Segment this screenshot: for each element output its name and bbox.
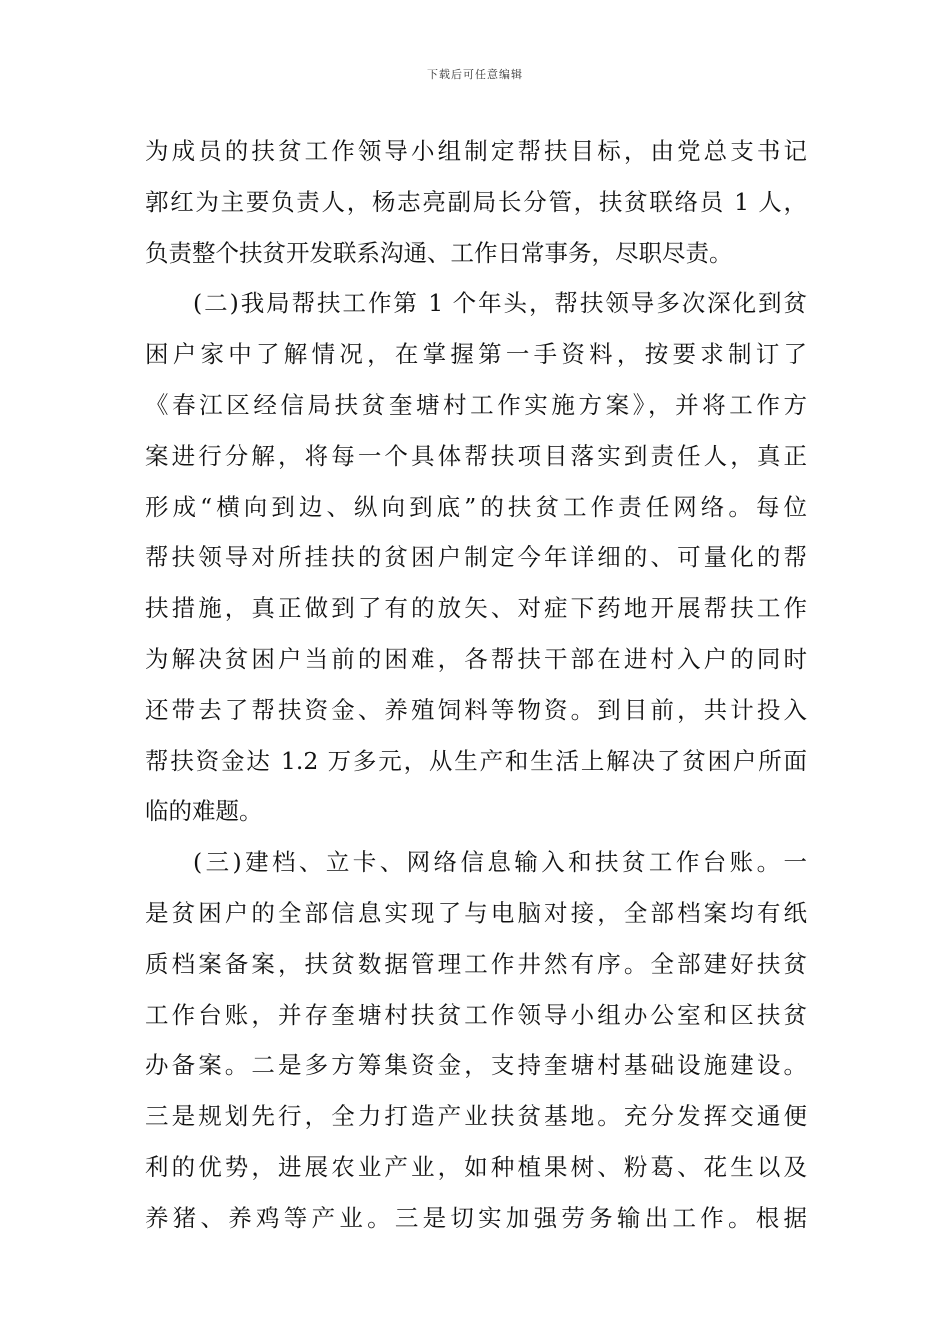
text-line: 利的优势，进展农业产业，如种植果树、粉葛、花生以及: [145, 1152, 807, 1181]
text-line: 案进行分解，将每一个具体帮扶项目落实到责任人，真正: [145, 441, 807, 470]
text-line: 工作台账，并存奎塘村扶贫工作领导小组办公室和区扶贫: [145, 1000, 807, 1029]
text-line: 郭红为主要负责人，杨志亮副局长分管，扶贫联络员 1 人，: [145, 187, 807, 216]
text-line: 三是规划先行，全力打造产业扶贫基地。充分发挥交通便: [145, 1102, 807, 1131]
text-line: 为解决贫困户当前的困难，各帮扶干部在进村入户的同时: [145, 644, 807, 673]
header-note: 下载后可任意编辑: [427, 68, 523, 81]
text-line: 质档案备案，扶贫数据管理工作井然有序。全部建好扶贫: [145, 949, 807, 978]
text-line: 养猪、养鸡等产业。三是切实加强劳务输出工作。根据: [145, 1203, 807, 1232]
text-line: 办备案。二是多方筹集资金，支持奎塘村基础设施建设。: [145, 1051, 807, 1080]
text-line: 负责整个扶贫开发联系沟通、工作日常事务，尽职尽责。: [145, 238, 733, 267]
text-line: 帮扶领导对所挂扶的贫困户制定今年详细的、可量化的帮: [145, 543, 807, 572]
text-line: 是贫困户的全部信息实现了与电脑对接，全部档案均有纸: [145, 898, 807, 927]
text-line: 还带去了帮扶资金、养殖饲料等物资。到目前，共计投入: [145, 695, 807, 724]
text-line: 困户家中了解情况，在掌握第一手资料，按要求制订了: [145, 340, 807, 369]
paragraph-start-line: (三)建档、立卡、网络信息输入和扶贫工作台账。一: [193, 848, 807, 877]
document-body: [145, 126, 807, 1244]
text-line: 帮扶资金达 1.2 万多元，从生产和生活上解决了贫困户所面: [145, 746, 807, 775]
text-line: 临的难题。: [145, 797, 263, 826]
text-line: 扶措施，真正做到了有的放矢、对症下药地开展帮扶工作: [145, 594, 807, 623]
text-line: 形成“横向到边、纵向到底”的扶贫工作责任网络。每位: [145, 492, 807, 521]
paragraph-start-line: (二)我局帮扶工作第 1 个年头，帮扶领导多次深化到贫: [193, 289, 807, 318]
text-line: 为成员的扶贫工作领导小组制定帮扶目标，由党总支书记: [145, 137, 807, 165]
text-line: 《春江区经信局扶贫奎塘村工作实施方案》，并将工作方: [145, 390, 807, 419]
